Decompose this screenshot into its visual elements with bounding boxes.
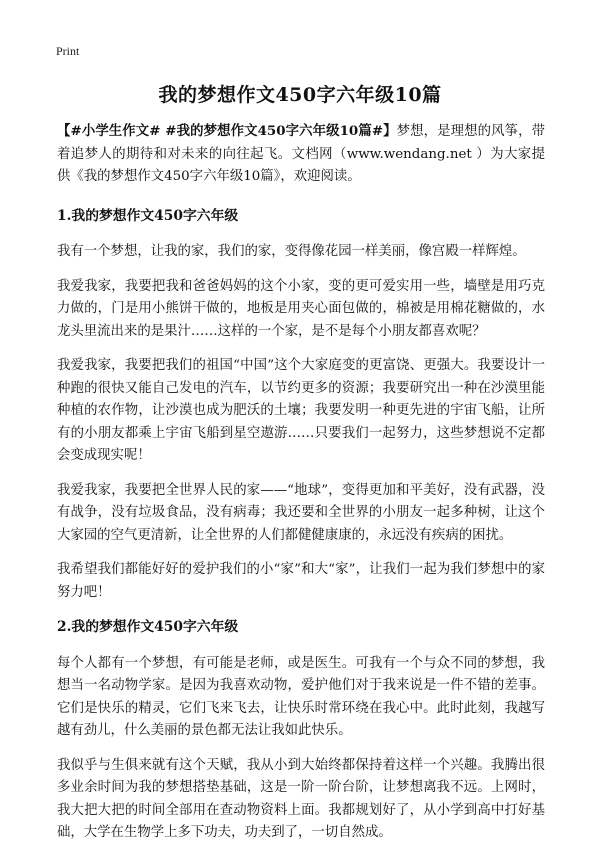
section-heading: 2.我的梦想作文450字六年级 — [57, 619, 239, 635]
document-title: 我的梦想作文450字六年级10篇 — [158, 84, 442, 106]
document-body — [57, 120, 545, 857]
section-heading: 1.我的梦想作文450字六年级 — [57, 207, 239, 224]
paragraph: 我似乎与生俱来就有这个天赋，我从小到大始终都保持着这样一个兴趣。我腾出很多业余时间为我的梦想搭垫基础，这是一阶一阶台阶，让梦想离我不远。上网时，我大把大把的时间全部用在查动物资料上面。我都规划好了，从小学到高中打好基础，大学在生物学上多下功夫，功夫到了，一切自然成。 — [57, 757, 545, 840]
paragraph: 我希望我们都能好好的爱护我们的小“家”和大“家”，让我们一起为我们梦想中的家努力吧！ — [57, 562, 545, 600]
paragraph: 我爱我家，我要把全世界人民的家——“地球”，变得更加和平美好，没有武器，没有战争，没有垃圾食品，没有病毒；我还要和全世界的小朋友一起多种树，让这个大家园的空气更清新，让全世界的人们都健健康康的，永远没有疾病的困扰。 — [57, 482, 545, 543]
intro-tag: 【#小学生作文# #我的梦想作文450字六年级10篇#】 — [57, 123, 397, 139]
intro-paragraph — [57, 120, 545, 189]
paragraph: 我爱我家，我要把我和爸爸妈妈的这个小家，变的更可爱实用一些，墙壁是用巧克力做的，门是用小熊饼干做的，地板是用夹心面包做的，棉被是用棉花糖做的，水龙头里流出来的是果汁……这样的一个家，是不是每个小朋友都喜欢呢？ — [57, 278, 545, 339]
print-label: Print — [56, 44, 80, 58]
paragraph: 每个人都有一个梦想，有可能是老师，或是医生。可我有一个与众不同的梦想，我想当一名动物学家。是因为我喜欢动物，爱护他们对于我来说是一件不错的差事。它们是快乐的精灵，它们飞来飞去，让快乐时常环绕在我心中。此时此刻，我越写越有劲儿，什么美丽的景色都无法让我如此快乐。 — [57, 655, 545, 738]
paragraph: 我有一个梦想，让我的家，我们的家，变得像花园一样美丽，像宫殿一样辉煌。 — [57, 244, 526, 259]
intro-text: 梦想，是理想的风筝，带着追梦人的期待和对未来的向往起飞。文档网（www.wendang.net ）为大家提供《我的梦想作文450字六年级10篇》，欢迎阅读。 — [57, 124, 545, 184]
paragraph: 我爱我家，我要把我们的祖国“中国”这个大家庭变的更富饶、更强大。我要设计一种跑的很快又能自己发电的汽车，以节约更多的资源；我要研究出一种在沙漠里能种植的农作物，让沙漠也成为肥沃的土壤；我要发明一种更先进的宇宙飞船，让所有的小朋友都乘上宇宙飞船到星空遨游……只要我们一起努力，这些梦想说不定都会变成现实呢！ — [57, 358, 545, 463]
